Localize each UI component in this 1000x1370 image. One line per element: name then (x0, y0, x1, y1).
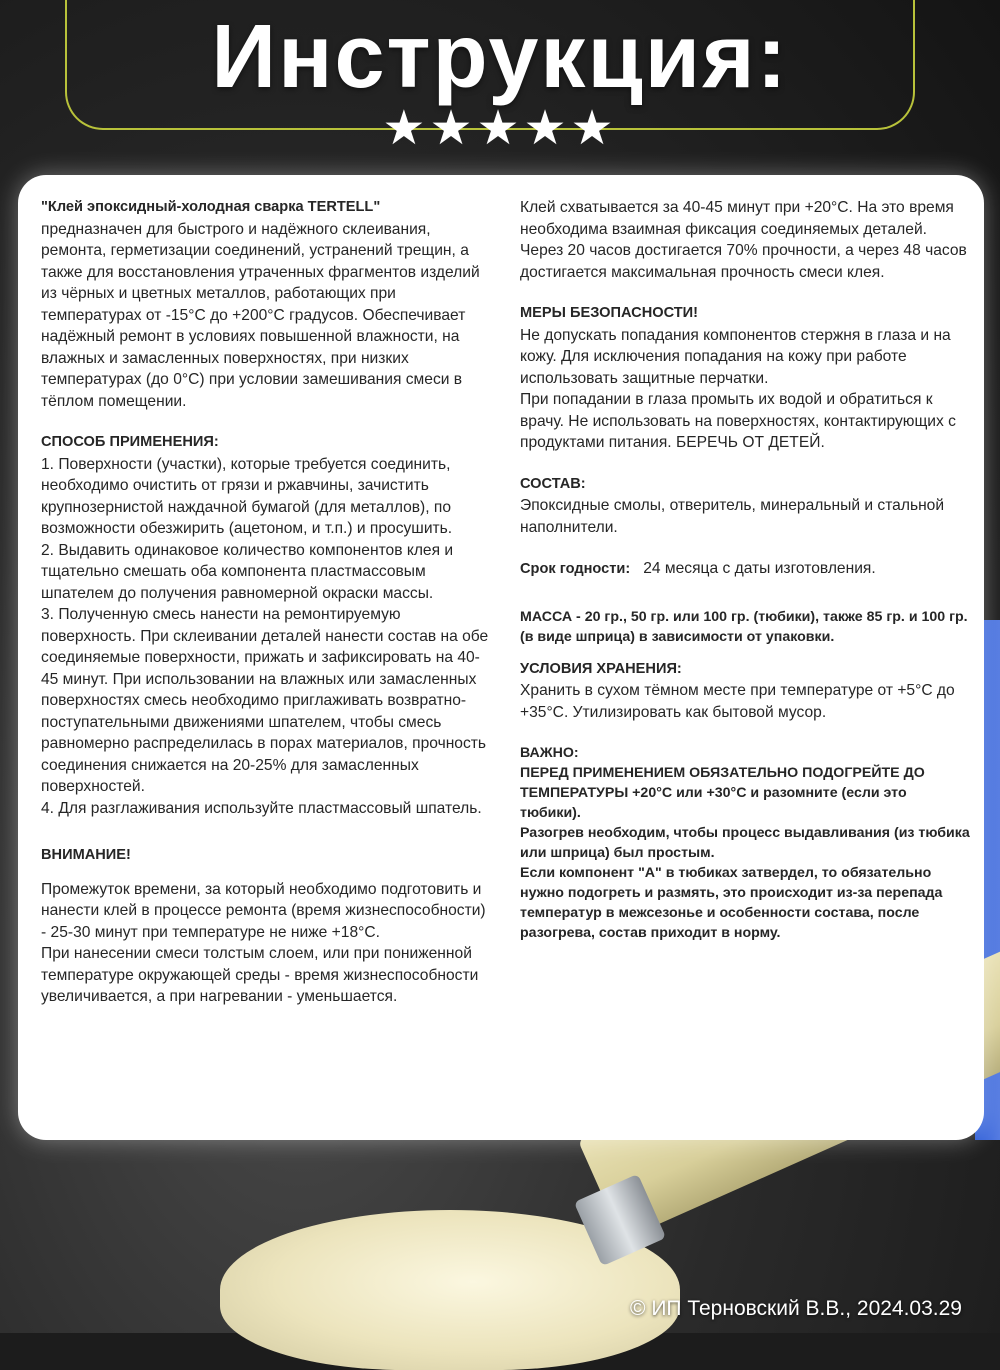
shelf-life (520, 558, 970, 581)
important-text: Если компонент "А" в тюбиках затвердел, то обязательно нужно подогреть и размять, это происходит из-за перепада температур в межсезонье и особенности состава, после разогрева, состав приходит в норму. (520, 865, 943, 941)
important-text: ПЕРЕД ПРИМЕНЕНИЕМ ОБЯЗАТЕЛЬНО ПОДОГРЕЙТЕ ДО ТЕМПЕРАТУРЫ +20°С или +30°С и разомните (если это тюбики). (520, 765, 925, 821)
copyright-notice: © ИП Терновский В.В., 2024.03.29 (630, 1297, 962, 1320)
method-step: 1. Поверхности (участки), которые требуется соединить, необходимо очистить от грязи и ржавчины, зачистить крупнозернистой наждачной бумагой (для металлов), по возможности обезжирить (ацетоном, и т.п.) и просушить. (41, 455, 453, 537)
instruction-card (18, 175, 984, 1140)
star-icon: ★ (523, 102, 571, 155)
storage-text: Хранить в сухом тёмном месте при температуре от +5°С до +35°С. Утилизировать как бытовой мусор. (520, 682, 955, 721)
star-icon: ★ (476, 102, 524, 155)
safety-text: При попадании в глаза промыть их водой и обратиться к врачу. Не использовать на поверхностях, контактирующих с продуктами питания. БЕРЕЧЬ ОТ ДЕТЕЙ. (520, 391, 956, 451)
rating-stars (0, 102, 1000, 155)
storage-heading: УСЛОВИЯ ХРАНЕНИЯ: (520, 660, 682, 677)
safety-heading: МЕРЫ БЕЗОПАСНОСТИ! (520, 305, 699, 321)
right-column (520, 197, 970, 943)
shelf-life-value: 24 месяца с даты изготовления. (643, 560, 876, 577)
method-step: 4. Для разглаживания используйте пластмассовый шпатель. (41, 799, 482, 817)
star-icon: ★ (382, 102, 430, 155)
attention-heading: ВНИМАНИЕ! (41, 847, 131, 863)
product-name: "Клей эпоксидный-холодная сварка TERTELL" (41, 199, 381, 215)
composition-heading: СОСТАВ: (520, 475, 586, 492)
intro-text: предназначен для быстрого и надёжного склеивания, ремонта, герметизации соединений, устранений трещин, а также для восстановления утраченных фрагментов изделий из чёрных и цветных металлов, работающих при температурах от -15°С до +200°С градусов. Обеспечивает надёжный ремонт в условиях повышенной влажности, на влажных и замасленных поверхностях, при низких температурах (до 0°С) при условии замешивания смеси в тёплом помещении. (41, 220, 480, 410)
page-title: Инструкция: (211, 7, 789, 107)
mass-text: МАССА - 20 гр., 50 гр. или 100 гр. (тюбики), также 85 гр. и 100 гр. (в виде шприца) в зависимости от упаковки. (520, 608, 968, 645)
star-icon: ★ (570, 102, 618, 155)
method-step: 3. Полученную смесь нанести на ремонтируемую поверхность. При склеивании деталей нанести состав на обе соединяемые поверхности, прижать и зафиксировать на 40-45 минут. При использовании на влажных или замасленных поверхностях смесь необходимо приглаживать возвратно-поступательными движениями шпателем, чтобы смесь равномерно распределилась в порах материалов, прочность соединения снижается на 20-25% для замасленных поверхностей. (41, 606, 489, 795)
attention-text: Промежуток времени, за который необходимо подготовить и нанести клей в процессе ремонта (время жизнеспособности) - 25-30 минут при температуре не ниже +18°С. (41, 880, 486, 941)
composition-text: Эпоксидные смолы, отверитель, минеральный и стальной наполнители. (520, 497, 945, 536)
method-heading: СПОСОБ ПРИМЕНЕНИЯ: (41, 434, 219, 450)
attention-text: При нанесении смеси толстым слоем, или при пониженной температуре окружающей среды - время жизнеспособности увеличивается, а при нагревании - уменьшается. (41, 945, 479, 1005)
method-step: 2. Выдавить одинаковое количество компонентов клея и тщательно смешать оба компонента пластмассовым шпателем до получения равномерной окраски массы. (41, 541, 454, 602)
safety-text: Не допускать попадания компонентов стержня в глаза и на кожу. Для исключения попадания на кожу при работе использовать защитные перчатки. (520, 326, 951, 387)
setting-text: Через 20 часов достигается 70% прочности, а через 48 часов достигается максимальная прочность смеси клея. (520, 242, 967, 281)
important-heading: ВАЖНО: (520, 745, 579, 761)
left-column (41, 197, 489, 1008)
important-text: Разогрев необходим, чтобы процесс выдавливания (из тюбика или шприца) был простым. (520, 825, 970, 861)
setting-text: Клей схватывается за 40-45 минут при +20°С. На это время необходима взаимная фиксация соединяемых деталей. (520, 199, 954, 238)
star-icon: ★ (429, 102, 477, 155)
shelf-life-label: Срок годности: (520, 561, 631, 577)
